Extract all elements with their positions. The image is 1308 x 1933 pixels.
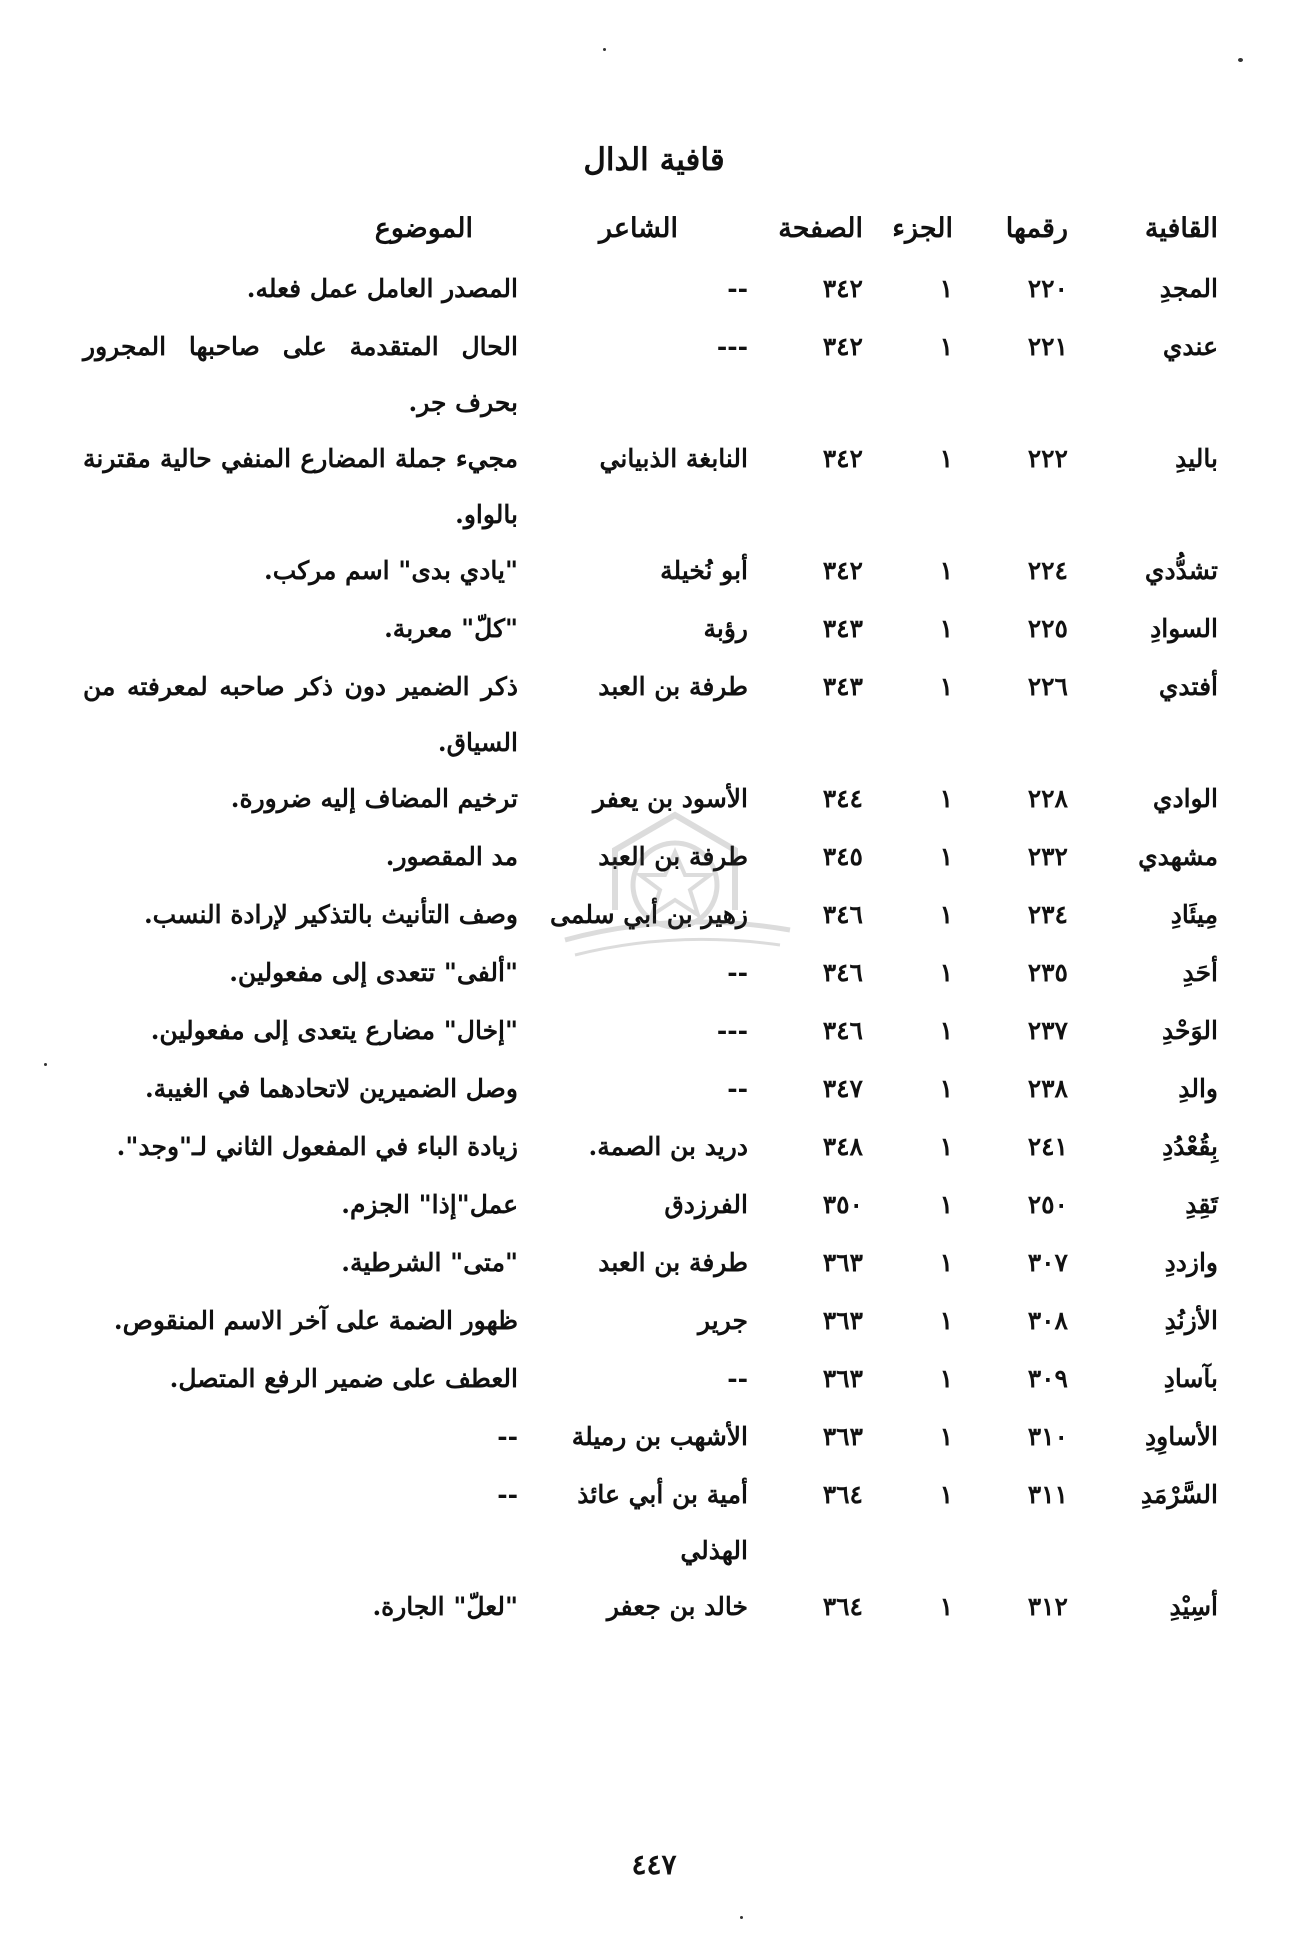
cell-juz: ١ xyxy=(939,842,953,871)
cell-mawdu: "متى" الشرطية. xyxy=(341,1248,518,1277)
cell-shaer: أبو نُخيلة xyxy=(660,556,748,585)
cell-juz: ١ xyxy=(939,1190,953,1219)
cell-mawdu: مجيء جملة المضارع المنفي حالية مقترنة بالواو. xyxy=(83,444,518,529)
cell-juz: ١ xyxy=(939,1480,953,1509)
cell-qafiya: بآسادِ xyxy=(1163,1364,1218,1393)
cell-mawdu: عمل"إذا" الجزم. xyxy=(341,1190,518,1219)
cell-mawdu: "ألفى" تتعدى إلى مفعولين. xyxy=(229,958,518,987)
cell-qafiya: الوَحْدِ xyxy=(1161,1016,1218,1045)
cell-qafiya: مشهدي xyxy=(1138,842,1218,871)
cell-juz: ١ xyxy=(939,444,953,473)
cell-qafiya: والدِ xyxy=(1178,1074,1218,1103)
cell-mawdu: "لعلّ" الجارة. xyxy=(372,1592,518,1621)
cell-safha: ٣٥٠ xyxy=(822,1190,863,1219)
cell-juz: ١ xyxy=(939,556,953,585)
cell-mawdu: ترخيم المضاف إليه ضرورة. xyxy=(230,784,518,813)
cell-juz: ١ xyxy=(939,1132,953,1161)
cell-shaer: جرير xyxy=(698,1306,748,1335)
table-row xyxy=(83,543,1218,601)
scan-speck xyxy=(603,48,606,51)
cell-shaer: النابغة الذبياني xyxy=(599,444,748,473)
cell-shaer: رؤبة xyxy=(703,614,748,643)
cell-safha: ٣٤٤ xyxy=(822,784,863,813)
table-row xyxy=(83,1467,1218,1579)
cell-safha: ٣٦٣ xyxy=(822,1306,863,1335)
cell-mawdu: المصدر العامل عمل فعله. xyxy=(246,274,518,303)
cell-raqm: ٣١٢ xyxy=(1027,1592,1068,1621)
cell-juz: ١ xyxy=(939,958,953,987)
cell-qafiya: السَّرْمَدِ xyxy=(1140,1480,1218,1509)
cell-safha: ٣٤٣ xyxy=(822,614,863,643)
cell-juz: ١ xyxy=(939,900,953,929)
cell-raqm: ٢٢٠ xyxy=(1027,274,1068,303)
cell-shaer: خالد بن جعفر xyxy=(606,1592,748,1621)
cell-qafiya: المجدِ xyxy=(1159,274,1218,303)
cell-raqm: ٢٣٤ xyxy=(1027,900,1068,929)
cell-mawdu: "إخال" مضارع يتعدى إلى مفعولين. xyxy=(150,1016,518,1045)
cell-safha: ٣٦٣ xyxy=(822,1364,863,1393)
cell-raqm: ٣٠٩ xyxy=(1027,1364,1068,1393)
cell-qafiya: الأزنُدِ xyxy=(1164,1306,1218,1335)
cell-safha: ٣٦٤ xyxy=(822,1480,863,1509)
cell-raqm: ٢٢٨ xyxy=(1027,784,1068,813)
cell-qafiya: تشدُّدي xyxy=(1144,556,1218,585)
cell-qafiya: الأساوِدِ xyxy=(1145,1422,1218,1451)
cell-safha: ٣٤٢ xyxy=(822,332,863,361)
cell-shaer: طرفة بن العبد xyxy=(598,672,748,701)
cell-juz: ١ xyxy=(939,1016,953,1045)
header-mawdu: الموضوع xyxy=(374,212,473,244)
cell-shaer: -- xyxy=(727,1364,748,1393)
cell-shaer: الفرزدق xyxy=(664,1190,748,1219)
cell-raqm: ٣٠٧ xyxy=(1027,1248,1068,1277)
table-row xyxy=(83,1177,1218,1235)
cell-safha: ٣٤٨ xyxy=(822,1132,863,1161)
table-row xyxy=(83,601,1218,659)
table-header-row xyxy=(83,195,1218,261)
cell-shaer: -- xyxy=(727,274,748,303)
page-number: ٤٤٧ xyxy=(631,1848,677,1881)
cell-mawdu: -- xyxy=(497,1480,518,1509)
cell-raqm: ٢٣٨ xyxy=(1027,1074,1068,1103)
cell-raqm: ٢٣٥ xyxy=(1027,958,1068,987)
cell-raqm: ٢٢٢ xyxy=(1027,444,1068,473)
cell-raqm: ٣١١ xyxy=(1027,1480,1068,1509)
cell-raqm: ٣١٠ xyxy=(1027,1422,1068,1451)
cell-juz: ١ xyxy=(939,1592,953,1621)
cell-raqm: ٢٤١ xyxy=(1027,1132,1068,1161)
cell-juz: ١ xyxy=(939,614,953,643)
seal-watermark xyxy=(555,790,795,990)
table-row xyxy=(83,1579,1218,1637)
scan-speck xyxy=(44,1063,47,1066)
cell-shaer: أمية بن أبي عائذ الهذلي xyxy=(577,1480,748,1565)
cell-juz: ١ xyxy=(939,332,953,361)
cell-shaer: -- xyxy=(727,1074,748,1103)
cell-qafiya: السوادِ xyxy=(1150,614,1218,643)
cell-juz: ١ xyxy=(939,274,953,303)
cell-raqm: ٣٠٨ xyxy=(1027,1306,1068,1335)
cell-mawdu: وصل الضميرين لاتحادهما في الغيبة. xyxy=(144,1074,518,1103)
page-title: قافية الدال xyxy=(583,142,725,178)
header-shaer: الشاعر xyxy=(598,212,678,244)
cell-qafiya: الوادي xyxy=(1152,784,1218,813)
cell-juz: ١ xyxy=(939,1306,953,1335)
cell-raqm: ٢٢٤ xyxy=(1027,556,1068,585)
cell-qafiya: بِقُعْدُدِ xyxy=(1162,1132,1218,1161)
cell-safha: ٣٤٦ xyxy=(822,1016,863,1045)
cell-shaer: دريد بن الصمة. xyxy=(588,1132,748,1161)
cell-shaer: --- xyxy=(716,332,748,361)
cell-shaer: --- xyxy=(716,1016,748,1045)
cell-raqm: ٢٢١ xyxy=(1027,332,1068,361)
table-row xyxy=(83,1409,1218,1467)
cell-shaer: طرفة بن العبد xyxy=(598,1248,748,1277)
cell-raqm: ٢٣٧ xyxy=(1027,1016,1068,1045)
cell-raqm: ٢٢٦ xyxy=(1027,672,1068,701)
cell-mawdu: "كلّ" معربة. xyxy=(384,614,518,643)
cell-mawdu: مد المقصور. xyxy=(385,842,518,871)
cell-raqm: ٢٥٠ xyxy=(1027,1190,1068,1219)
table-row xyxy=(83,1235,1218,1293)
cell-safha: ٣٤٣ xyxy=(822,672,863,701)
cell-qafiya: باليدِ xyxy=(1175,444,1218,473)
cell-qafiya: أفتدي xyxy=(1158,672,1218,701)
cell-mawdu: -- xyxy=(497,1422,518,1451)
cell-shaer: الأسود بن يعفر xyxy=(592,784,748,813)
cell-safha: ٣٦٤ xyxy=(822,1592,863,1621)
header-raqm: رقمها xyxy=(1005,212,1068,244)
table-row xyxy=(83,1061,1218,1119)
cell-qafiya: أسِيْدِ xyxy=(1169,1592,1218,1621)
scan-speck xyxy=(1238,58,1243,62)
cell-safha: ٣٦٣ xyxy=(822,1422,863,1451)
cell-juz: ١ xyxy=(939,784,953,813)
cell-safha: ٣٦٣ xyxy=(822,1248,863,1277)
table-row xyxy=(83,1293,1218,1351)
cell-safha: ٣٤٧ xyxy=(822,1074,863,1103)
table-row xyxy=(83,1351,1218,1409)
cell-mawdu: العطف على ضمير الرفع المتصل. xyxy=(169,1364,518,1393)
cell-juz: ١ xyxy=(939,1074,953,1103)
cell-qafiya: وازددِ xyxy=(1164,1248,1218,1277)
cell-safha: ٣٤٢ xyxy=(822,274,863,303)
cell-safha: ٣٤٦ xyxy=(822,900,863,929)
cell-qafiya: أحَدِ xyxy=(1182,958,1218,987)
cell-qafiya: مِيئَادِ xyxy=(1170,900,1218,929)
cell-safha: ٣٤٢ xyxy=(822,444,863,473)
cell-safha: ٣٤٥ xyxy=(822,842,863,871)
cell-juz: ١ xyxy=(939,672,953,701)
cell-safha: ٣٤٦ xyxy=(822,958,863,987)
cell-mawdu: ذكر الضمير دون ذكر صاحبه لمعرفته من السياق. xyxy=(83,672,518,757)
cell-mawdu: زيادة الباء في المفعول الثاني لـ"وجد". xyxy=(116,1132,518,1161)
cell-mawdu: الحال المتقدمة على صاحبها المجرور بحرف جر. xyxy=(83,332,518,417)
header-safha: الصفحة xyxy=(778,212,863,244)
cell-raqm: ٢٢٥ xyxy=(1027,614,1068,643)
header-juz: الجزء xyxy=(892,212,953,244)
cell-mawdu: "يادي بدى" اسم مركب. xyxy=(264,556,518,585)
table-row xyxy=(83,1119,1218,1177)
cell-juz: ١ xyxy=(939,1248,953,1277)
cell-mawdu: ظهور الضمة على آخر الاسم المنقوص. xyxy=(113,1306,518,1335)
cell-shaer: -- xyxy=(727,958,748,987)
cell-juz: ١ xyxy=(939,1364,953,1393)
table-row xyxy=(83,319,1218,431)
header-qafiya: القافية xyxy=(1144,212,1218,244)
cell-safha: ٣٤٢ xyxy=(822,556,863,585)
cell-mawdu: وصف التأنيث بالتذكير لإرادة النسب. xyxy=(143,900,518,929)
table-row xyxy=(83,1003,1218,1061)
cell-shaer: زهير بن أبي سلمى xyxy=(550,900,748,929)
cell-qafiya: تَقِدِ xyxy=(1185,1190,1218,1219)
cell-juz: ١ xyxy=(939,1422,953,1451)
table-row xyxy=(83,431,1218,543)
cell-qafiya: عندي xyxy=(1162,332,1218,361)
cell-shaer: الأشهب بن رميلة xyxy=(571,1422,748,1451)
cell-shaer: طرفة بن العبد xyxy=(598,842,748,871)
cell-raqm: ٢٣٢ xyxy=(1027,842,1068,871)
table-row xyxy=(83,261,1218,319)
scan-speck xyxy=(740,1916,743,1919)
table-row xyxy=(83,659,1218,771)
